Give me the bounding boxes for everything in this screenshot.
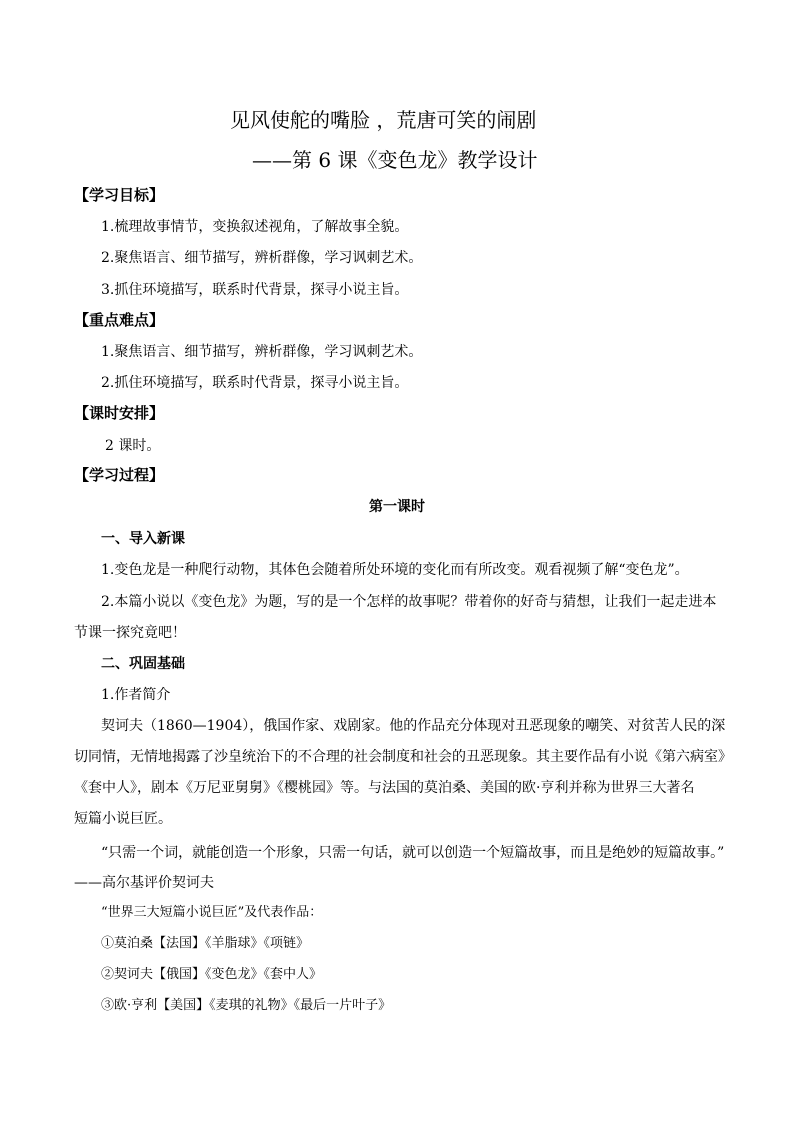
master-item: ③欧·亨利【美国】《麦琪的礼物》《最后一片叶子》: [101, 998, 392, 1013]
process-heading: 【学习过程】: [74, 466, 165, 484]
objective-item: 3.抓住环境描写，联系时代背景，探寻小说主旨。: [101, 282, 409, 298]
master-item: ②契诃夫【俄国】《变色龙》《套中人》: [101, 967, 323, 982]
key-point-item: 2.抓住环境描写，联系时代背景，探寻小说主旨。: [101, 375, 409, 391]
document-title: 见风使舵的嘴脸 ，荒唐可笑的闹剧: [230, 108, 537, 132]
document-subtitle: ——第 6 课《变色龙》教学设计: [252, 148, 538, 172]
part1-paragraph: 2.本篇小说以《变色龙》为题，写的是一个怎样的故事呢？带着你的好奇与猜想，让我们一起走进本: [101, 594, 717, 610]
part1-heading: 一、导入新课: [101, 531, 185, 547]
objective-item: 2.聚焦语言、细节描写，辨析群像，学习讽刺艺术。: [101, 250, 423, 266]
part2-heading: 二、巩固基础: [101, 656, 185, 672]
gorky-quote-attribution: ——高尔基评价契诃夫: [74, 875, 214, 891]
schedule-heading: 【课时安排】: [74, 404, 165, 422]
author-bio-line: 短篇小说巨匠。: [74, 811, 172, 827]
author-bio-line: 《套中人》，剧本《万尼亚舅舅》《樱桃园》等。与法国的莫泊桑、美国的欧·亨利并称为世界三大著名: [74, 780, 695, 796]
part1-paragraph: 1.变色龙是一种爬行动物，其体色会随着所处环境的变化而有所改变。观看视频了解“变色龙”。: [101, 562, 689, 578]
schedule-text: 2 课时。: [105, 438, 161, 454]
key-points-heading: 【重点难点】: [74, 311, 165, 329]
objective-item: 1.梳理故事情节，变换叙述视角，了解故事全貌。: [101, 219, 409, 235]
author-bio-line: 契诃夫（1860—1904），俄国作家、戏剧家。他的作品充分体现对丑恶现象的嘲笑、对贫苦人民的深: [101, 718, 726, 734]
gorky-quote: “只需一个词，就能创造一个形象，只需一句话，就可以创造一个短篇故事，而且是绝妙的短篇故事。”: [101, 845, 725, 861]
objectives-heading: 【学习目标】: [74, 186, 165, 204]
author-bio-line: 切同情，无情地揭露了沙皇统治下的不合理的社会制度和社会的丑恶现象。其主要作品有小说《第六病室》: [74, 749, 732, 765]
part1-paragraph: 节课一探究竟吧！: [74, 625, 186, 641]
lesson-title: 第一课时: [369, 499, 425, 515]
master-item: ①莫泊桑【法国】《羊脂球》《项链》: [101, 936, 310, 951]
author-intro-heading: 1.作者简介: [101, 687, 171, 703]
masters-heading: “世界三大短篇小说巨匠”及代表作品：: [101, 905, 323, 920]
key-point-item: 1.聚焦语言、细节描写，辨析群像，学习讽刺艺术。: [101, 344, 423, 360]
